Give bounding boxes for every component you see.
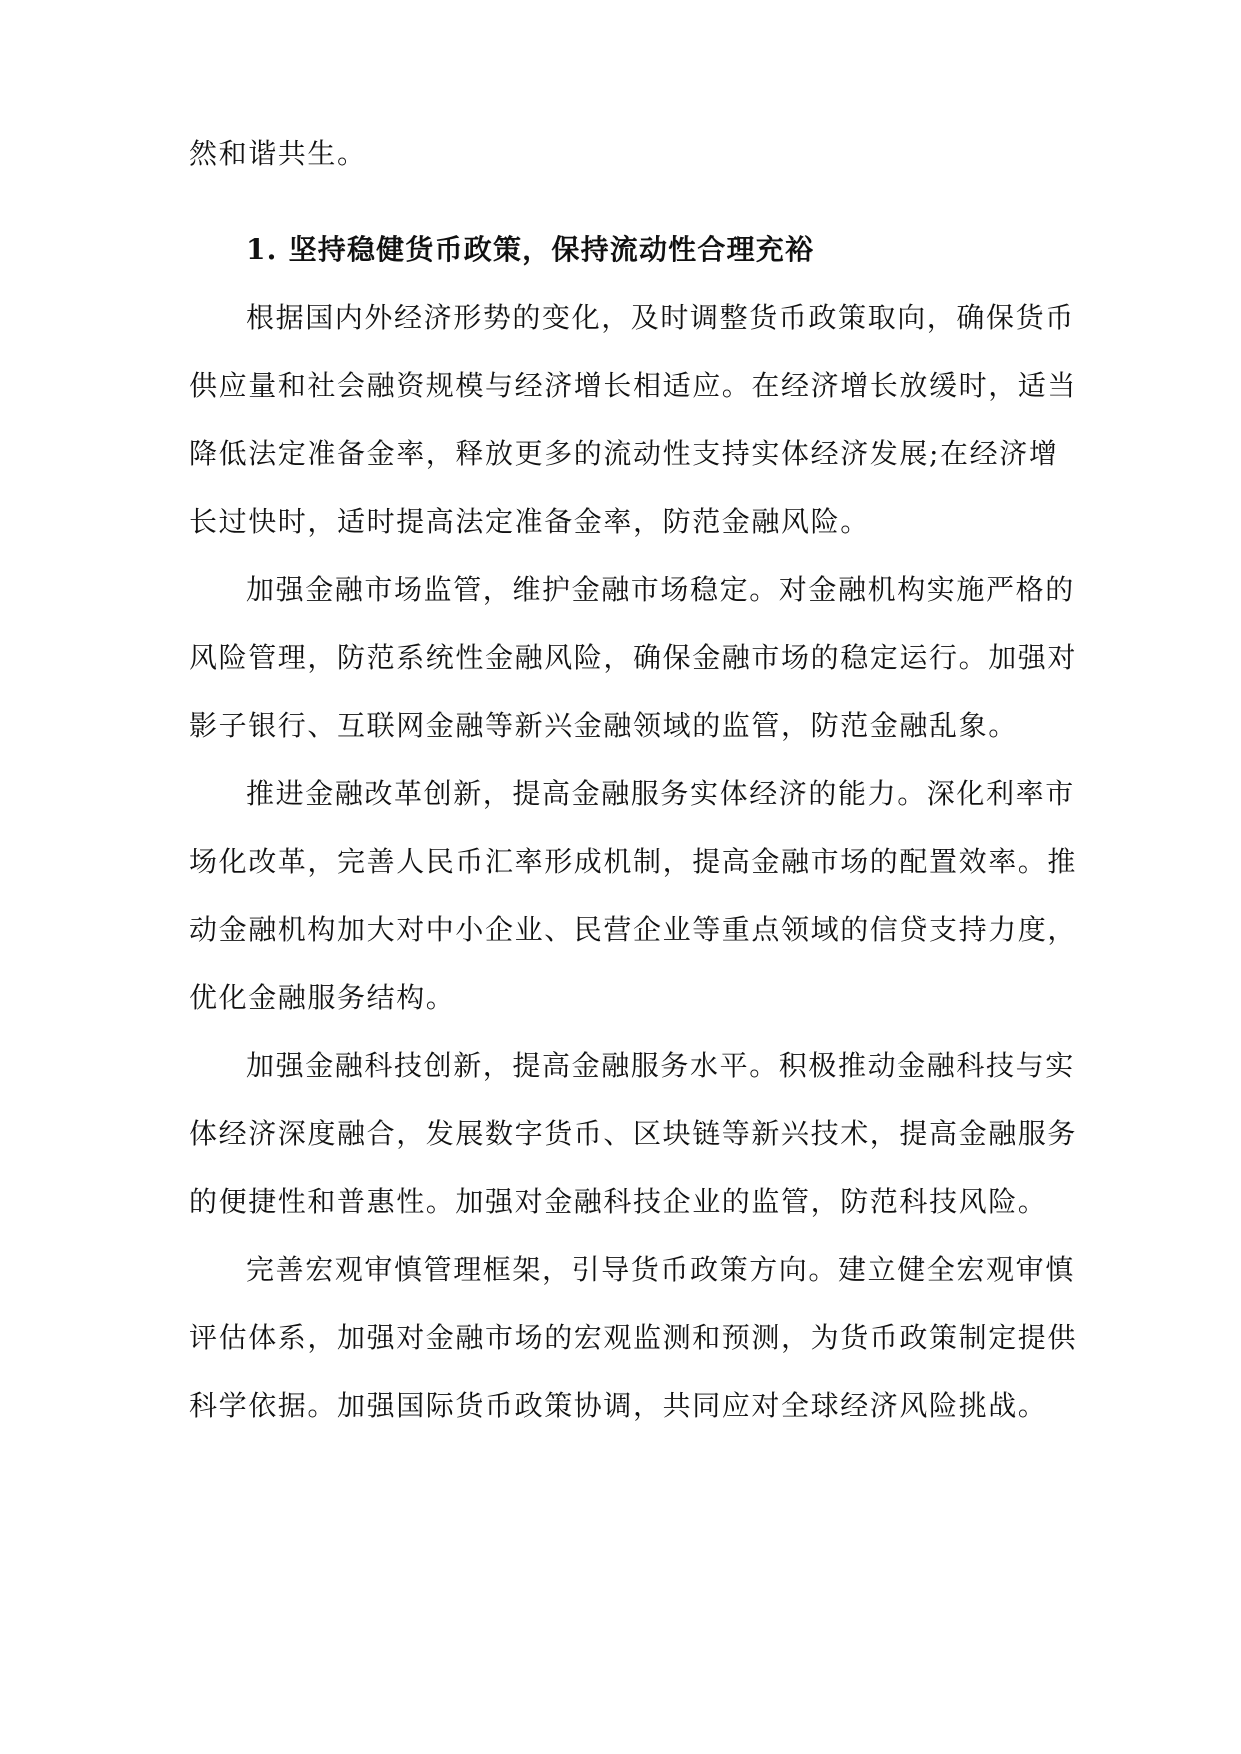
paragraph-2-line-1: 加强金融市场监管，维护金融市场稳定。对金融机构实施严格的 bbox=[246, 573, 1075, 606]
paragraph-5-line-1: 完善宏观审慎管理框架，引导货币政策方向。建立健全宏观审慎 bbox=[246, 1253, 1075, 1286]
paragraph-4-line-2: 体经济深度融合，发展数字货币、区块链等新兴技术，提高金融服务 bbox=[189, 1117, 1078, 1150]
paragraph-4-line-1: 加强金融科技创新，提高金融服务水平。积极推动金融科技与实 bbox=[246, 1049, 1075, 1082]
paragraph-3-line-1: 推进金融改革创新，提高金融服务实体经济的能力。深化利率市 bbox=[246, 777, 1075, 810]
section-heading: 1. 坚持稳健货币政策，保持流动性合理充裕 bbox=[246, 233, 815, 266]
paragraph-1-line-1: 根据国内外经济形势的变化，及时调整货币政策取向，确保货币 bbox=[246, 301, 1075, 334]
paragraph-1-line-2: 供应量和社会融资规模与经济增长相适应。在经济增长放缓时，适当 bbox=[189, 369, 1078, 402]
paragraph-5-line-2: 评估体系，加强对金融市场的宏观监测和预测，为货币政策制定提供 bbox=[189, 1321, 1078, 1354]
paragraph-5-line-3: 科学依据。加强国际货币政策协调，共同应对全球经济风险挑战。 bbox=[189, 1389, 1048, 1422]
paragraph-2-line-3: 影子银行、互联网金融等新兴金融领域的监管，防范金融乱象。 bbox=[189, 709, 1018, 742]
paragraph-4-line-3: 的便捷性和普惠性。加强对金融科技企业的监管，防范科技风险。 bbox=[189, 1185, 1048, 1218]
paragraph-3-line-2: 场化改革，完善人民币汇率形成机制，提高金融市场的配置效率。推 bbox=[189, 845, 1078, 878]
paragraph-1-line-3: 降低法定准备金率，释放更多的流动性支持实体经济发展;在经济增 bbox=[189, 437, 1059, 470]
paragraph-2-line-2: 风险管理，防范系统性金融风险，确保金融市场的稳定运行。加强对 bbox=[189, 641, 1078, 674]
paragraph-continuation-line: 然和谐共生。 bbox=[189, 137, 367, 170]
paragraph-3-line-4: 优化金融服务结构。 bbox=[189, 981, 456, 1014]
paragraph-3-line-3: 动金融机构加大对中小企业、民营企业等重点领域的信贷支持力度， bbox=[189, 913, 1078, 946]
paragraph-1-line-4: 长过快时，适时提高法定准备金率，防范金融风险。 bbox=[189, 505, 870, 538]
